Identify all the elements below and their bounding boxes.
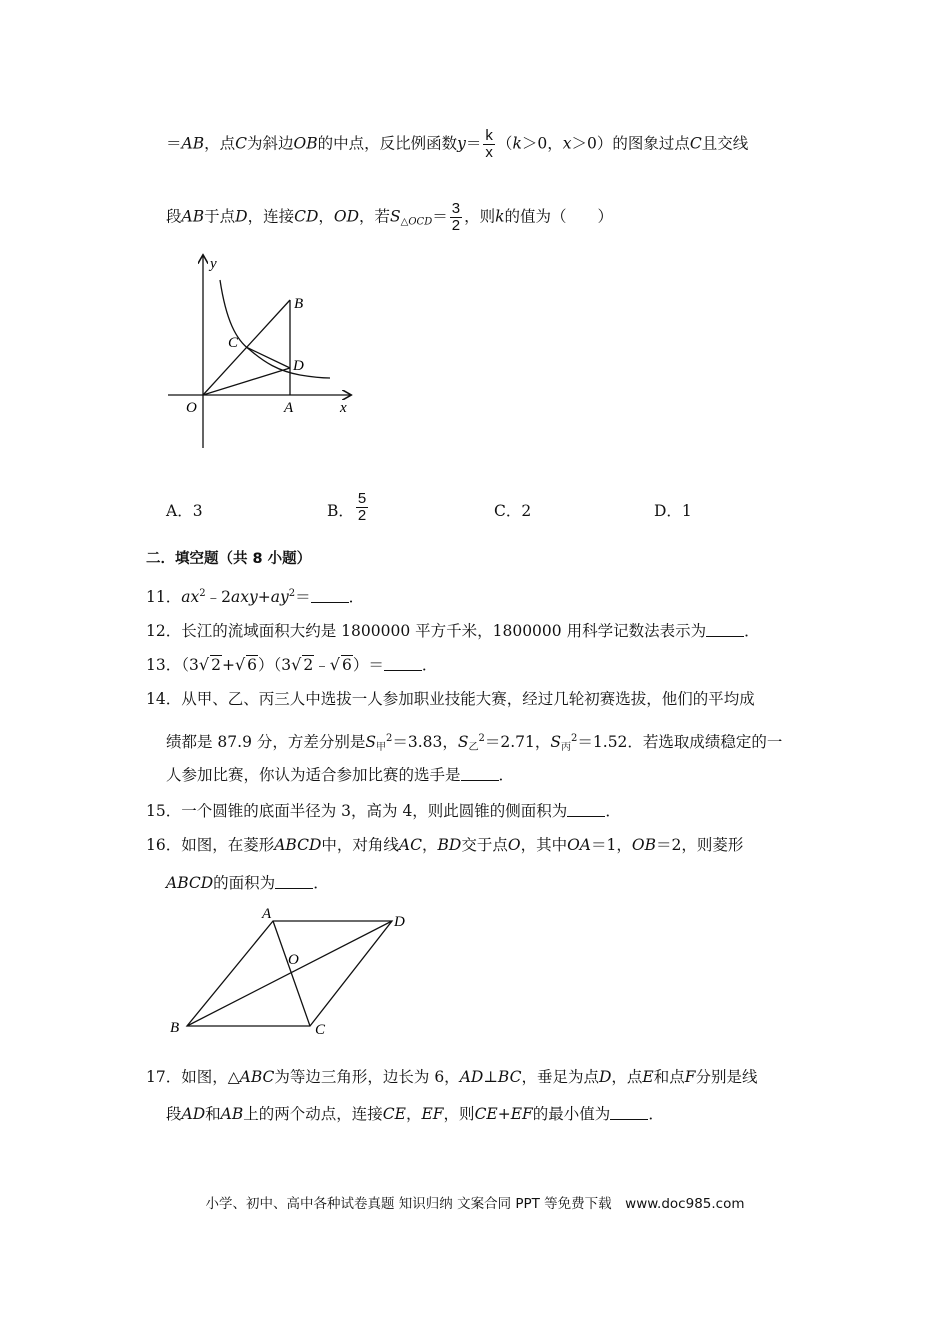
q16-rhombus-figure (160, 900, 420, 1040)
sqrt-sign: √ (291, 655, 302, 674)
hyperbola-curve (220, 280, 330, 378)
sqrt-sign: √ (234, 655, 246, 674)
q10-text-line-2: 段AB于点D，连接CD，OD，若$S_{\triangle OCD}=$ $\frac{3}{2}$ ，则k的值为（ ） (166, 200, 614, 234)
label-d: D (394, 914, 405, 930)
question-14-line-1: 14．从甲、乙、丙三人中选拔一人参加职业技能大赛，经过几轮初赛选拔，他们的平均成 (146, 690, 755, 708)
answer-blank (275, 874, 313, 889)
question-14-line-3: 人参加比赛，你认为适合参加比赛的选手是 ． (166, 766, 515, 784)
question-12: 12．长江的流域面积大约是 1800000 平方千米，1800000 用科学记数法表示为 ． (146, 622, 760, 640)
answer-blank (461, 766, 499, 781)
question-17-line-1: 17．如图，△ABC为等边三角形，边长为 6，AD⊥BC，垂足为点D，点E和点F分别是线 (146, 1068, 758, 1086)
sqrt-sign: √ (198, 655, 210, 674)
label-o: O (186, 400, 197, 416)
label-b: B (170, 1020, 180, 1036)
sqrt-sign: √ (329, 655, 340, 674)
question-16-line-2: ABCD的面积为 ． (166, 874, 329, 892)
question-16-line-1: 16．如图，在菱形ABCD中，对角线AC，BD交于点O，其中OA＝1，OB＝2，则菱形 (146, 836, 744, 854)
label-y: y (210, 256, 217, 272)
page-footer: 小学、初中、高中各种试卷真题 知识归纳 文案合同 PPT 等免费下载 www.doc985.com (205, 1196, 745, 1212)
answer-blank (610, 1105, 648, 1120)
label-c: C (228, 335, 239, 351)
q10-option-b: B． $\frac{5}{2}$ (327, 489, 367, 524)
fraction-3-over-2: $\frac{3}{2}$ (451, 200, 461, 234)
label-a: A (262, 906, 272, 922)
diagonal-ac (273, 921, 310, 1026)
question-11: 11．$ax^2﹣2axy+ay^2=$ ． (146, 588, 365, 606)
answer-blank (384, 656, 422, 671)
label-x: x (340, 400, 347, 416)
question-14-line-2: 绩都是 87.9 分，方差分别是$S_甲^2=3.83$，$S_乙^2=2.71$，$S_丙^2=1.52$．若选取成绩稳定的一 (166, 733, 783, 753)
section-title-fill-in: 二．填空题（共 8 小题） (146, 551, 312, 567)
answer-blank (567, 802, 605, 817)
q10-figure (160, 250, 370, 450)
answer-blank (311, 588, 349, 603)
question-17-line-2: 段AD和AB上的两个动点，连接CE，EF，则CE+EF的最小值为 ． (166, 1105, 664, 1123)
q10-option-a: A．3 (166, 502, 203, 520)
label-c: C (315, 1022, 326, 1038)
answer-blank (706, 622, 744, 637)
q10-option-d: D．1 (654, 502, 692, 520)
question-13: 13．（3√ 2+√ 6）（3√ 2﹣√ 6）＝ ． (146, 655, 438, 674)
fraction-k-over-x: $\frac{k}{x}$ (485, 127, 493, 161)
label-d: D (293, 358, 304, 374)
label-a: A (284, 400, 294, 416)
label-b: B (294, 296, 304, 312)
segment-cd (246, 347, 290, 368)
question-15: 15．一个圆锥的底面半径为 3，高为 4，则此圆锥的侧面积为 ． (146, 802, 621, 820)
diagonal-bd (187, 921, 392, 1026)
label-o: O (288, 952, 299, 968)
q10-text-line-1: ＝AB，点C为斜边OB的中点，反比例函数y＝ $\frac{k}{x}$ （k＞0，x＞0）的图象过点C且交线 (166, 127, 749, 161)
q10-option-c: C．2 (494, 502, 532, 520)
